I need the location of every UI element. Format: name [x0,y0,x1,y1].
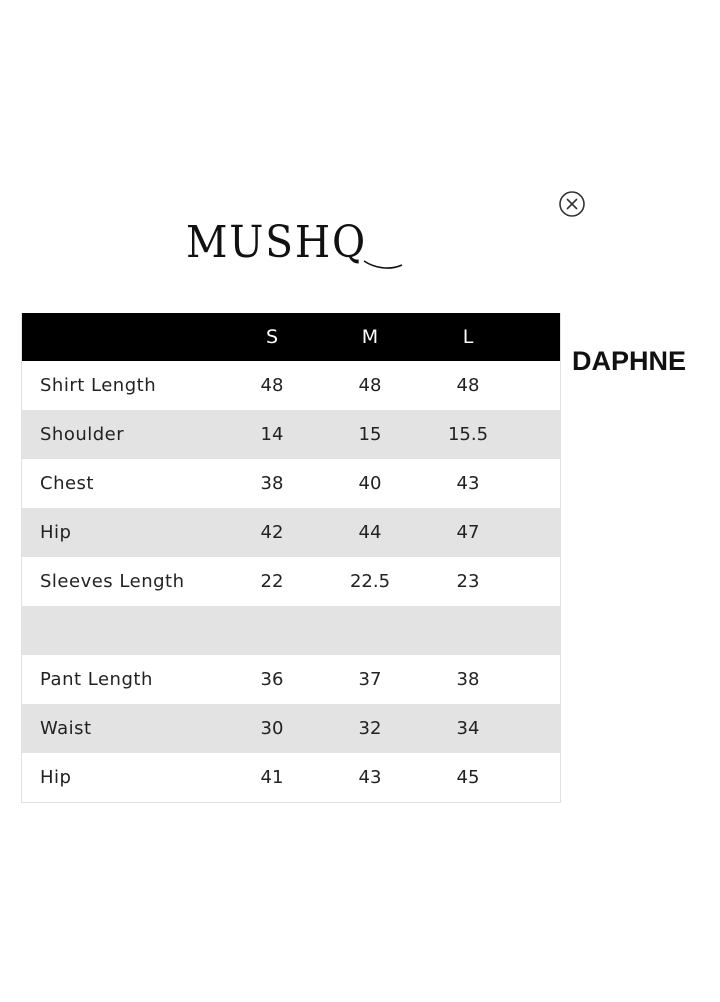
table-row [22,410,560,459]
cell-l: 45 [456,767,480,788]
row-label: Pant Length [40,669,153,690]
table-row [22,655,560,704]
table-row [22,753,560,802]
table-row [22,361,560,410]
cell-m: 40 [358,473,382,494]
row-label: Waist [40,718,92,739]
size-chart-table [21,313,561,803]
cell-s: 41 [260,767,284,788]
table-row [22,704,560,753]
product-name: DAPHNE [572,346,687,376]
row-label: Hip [40,767,72,788]
cell-m: 15 [358,424,382,445]
cell-m: 22.5 [349,571,391,592]
cell-s: 48 [260,375,284,396]
close-circle-icon [558,190,586,218]
cell-s: 14 [260,424,284,445]
cell-l: 47 [456,522,480,543]
cell-s: 36 [260,669,284,690]
cell-s: 30 [260,718,284,739]
row-label: Sleeves Length [40,571,185,592]
row-label: Shirt Length [40,375,157,396]
header-cell-m: M [361,326,379,348]
cell-l: 38 [456,669,480,690]
cell-l: 48 [456,375,480,396]
table-header-row [22,313,560,361]
header-cell-l: L [462,326,474,348]
cell-m: 48 [358,375,382,396]
header-cell-s: S [265,326,279,348]
cell-s: 38 [260,473,284,494]
brand-logo [186,215,416,275]
cell-m: 44 [358,522,382,543]
row-label: Shoulder [40,424,125,445]
table-row [22,508,560,557]
close-button[interactable] [558,190,586,218]
cell-m: 32 [358,718,382,739]
cell-l: 34 [456,718,480,739]
table-row [22,459,560,508]
brand-name: MUSHQ [186,217,367,268]
cell-m: 37 [358,669,382,690]
table-row [22,557,560,606]
cell-l: 15.5 [447,424,489,445]
row-label: Chest [40,473,94,494]
row-label: Hip [40,522,72,543]
logo-swash [186,215,416,275]
cell-l: 43 [456,473,480,494]
cell-s: 42 [260,522,284,543]
cell-m: 43 [358,767,382,788]
cell-s: 22 [260,571,284,592]
cell-l: 23 [456,571,480,592]
table-row-spacer [22,606,560,655]
